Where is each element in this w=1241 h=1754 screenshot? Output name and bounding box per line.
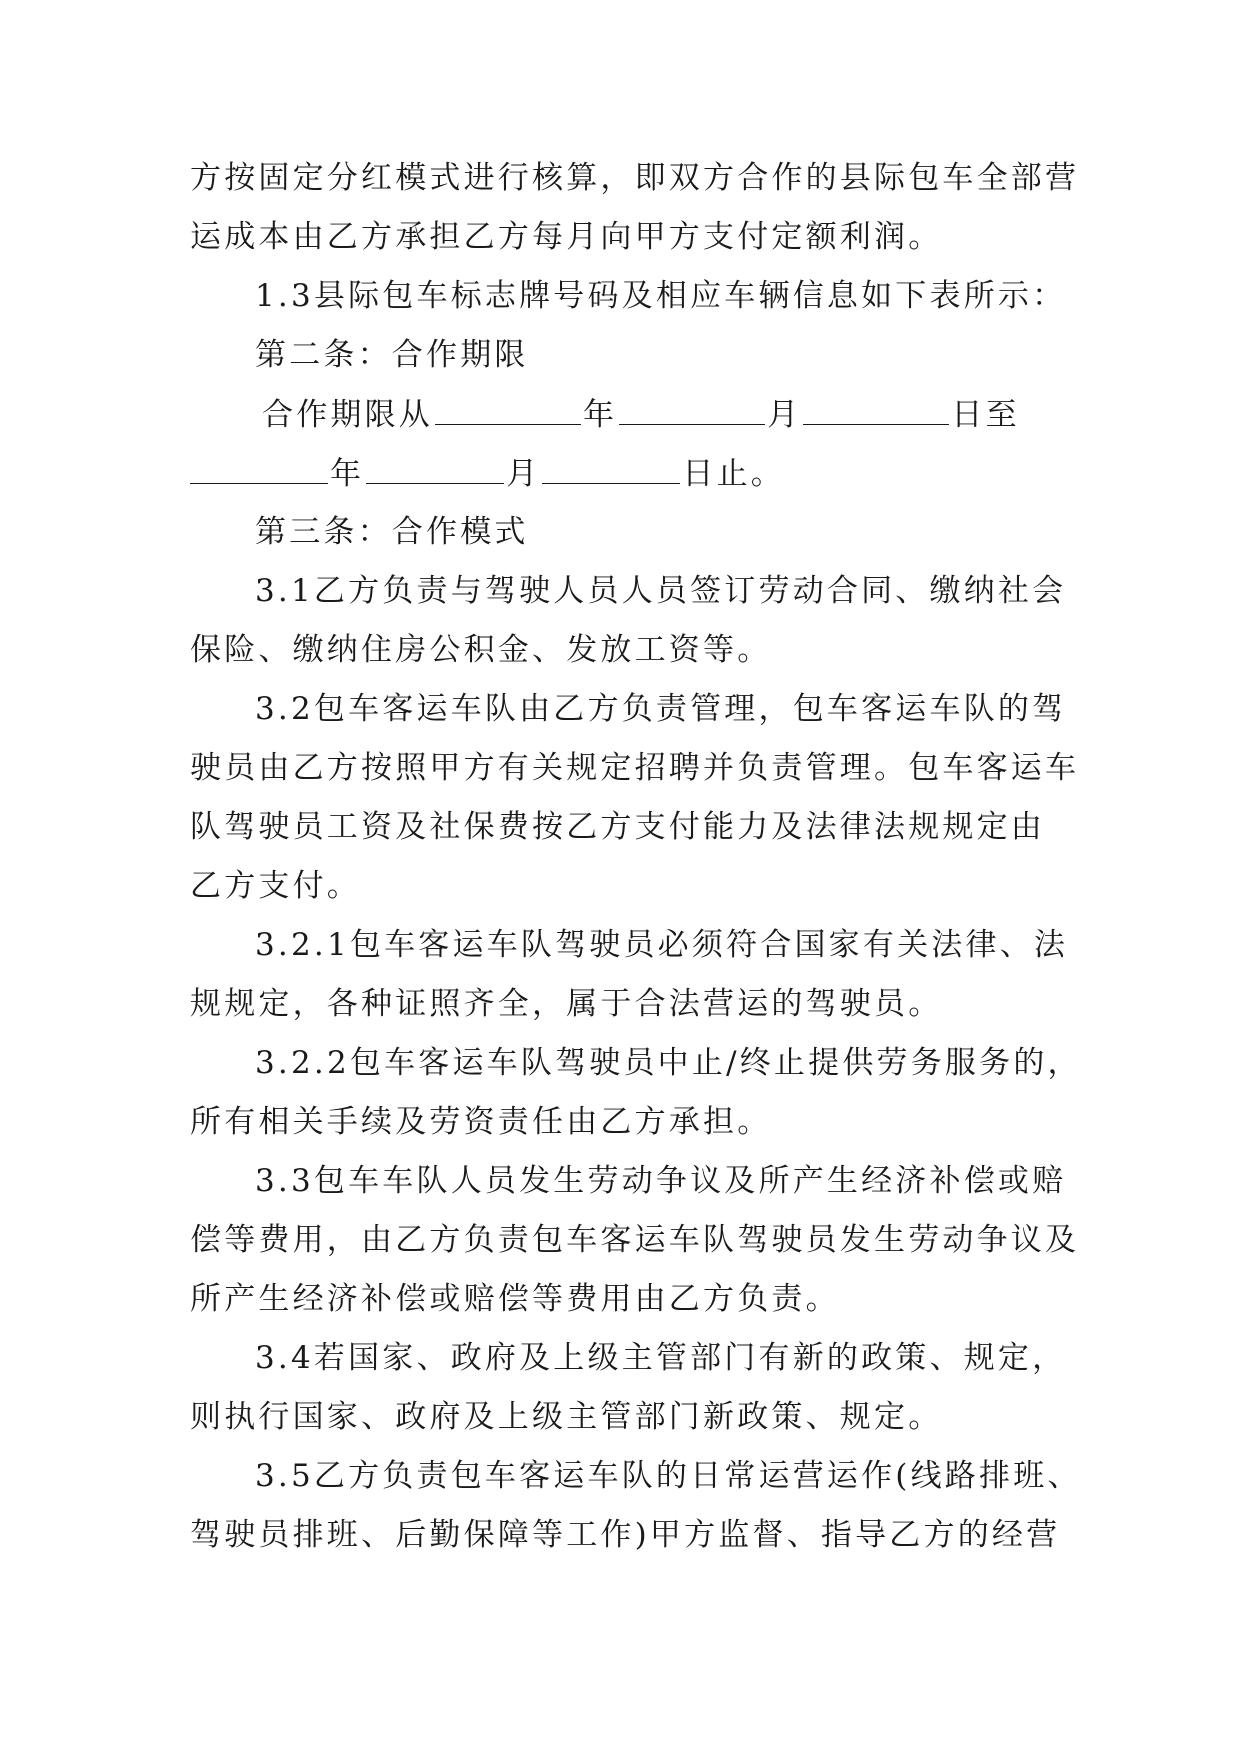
paragraph-line: 规规定，各种证照齐全，属于合法营运的驾驶员。: [190, 986, 943, 1022]
paragraph-line: 队驾驶员工资及社保费按乙方支付能力及法律法规规定由: [190, 809, 1045, 845]
period-line-1: [262, 394, 1020, 434]
paragraph-line: 3.2.2包车客运车队驾驶员中止/终止提供劳务服务的，: [255, 1045, 1082, 1081]
blank-year-field: [435, 394, 581, 425]
paragraph-line: 运成本由乙方承担乙方每月向甲方支付定额利润。: [190, 219, 943, 255]
blank-month2-field: [366, 453, 504, 484]
paragraph-line: 3.3包车车队人员发生劳动争议及所产生经济补偿或赔: [255, 1163, 1067, 1199]
blank-day2-field: [542, 453, 680, 484]
paragraph-line: 3.1乙方负责与驾驶人员人员签订劳动合同、缴纳社会: [255, 573, 1067, 609]
period-year-label: 年: [583, 397, 618, 433]
paragraph-line: 1.3县际包车标志牌号码及相应车辆信息如下表所示：: [255, 278, 1067, 314]
paragraph-line: 驶员由乙方按照甲方有关规定招聘并负责管理。包车客运车: [190, 750, 1080, 786]
blank-day-field: [803, 394, 949, 425]
period-from-label: 合作期限从: [262, 397, 433, 433]
paragraph-line: 则执行国家、政府及上级主管部门新政策、规定。: [190, 1399, 943, 1435]
period-month-label: 月: [767, 397, 802, 433]
paragraph-line: 偿等费用，由乙方负责包车客运车队驾驶员发生劳动争议及: [190, 1222, 1080, 1258]
paragraph-line: 乙方支付。: [190, 868, 361, 904]
blank-month-field: [619, 394, 765, 425]
blank-year2-field: [190, 453, 328, 484]
paragraph-line: 驾驶员排班、后勤保障等工作)甲方监督、指导乙方的经营: [190, 1517, 1061, 1553]
paragraph-line: 所有相关手续及劳资责任由乙方承担。: [190, 1104, 772, 1140]
paragraph-line: 3.5乙方负责包车客运车队的日常运营运作(线路排班、: [255, 1458, 1082, 1494]
period-end-label: 日止。: [682, 456, 786, 492]
paragraph-line: 方按固定分红模式进行核算，即双方合作的县际包车全部营: [190, 160, 1080, 196]
section-heading: 第二条：合作期限: [255, 337, 529, 373]
paragraph-line: 3.4若国家、政府及上级主管部门有新的政策、规定，: [255, 1340, 1067, 1376]
period-to-label: 日至: [951, 397, 1020, 433]
paragraph-line: 保险、缴纳住房公积金、发放工资等。: [190, 632, 772, 668]
paragraph-line: 所产生经济补偿或赔偿等费用由乙方负责。: [190, 1281, 840, 1317]
period-month2-label: 月: [506, 456, 541, 492]
paragraph-line: 3.2包车客运车队由乙方负责管理，包车客运车队的驾: [255, 691, 1067, 727]
period-line-2: [190, 453, 785, 493]
period-year2-label: 年: [330, 456, 365, 492]
section-heading: 第三条：合作模式: [255, 514, 529, 550]
paragraph-line: 3.2.1包车客运车队驾驶员必须符合国家有关法律、法: [255, 927, 1069, 963]
